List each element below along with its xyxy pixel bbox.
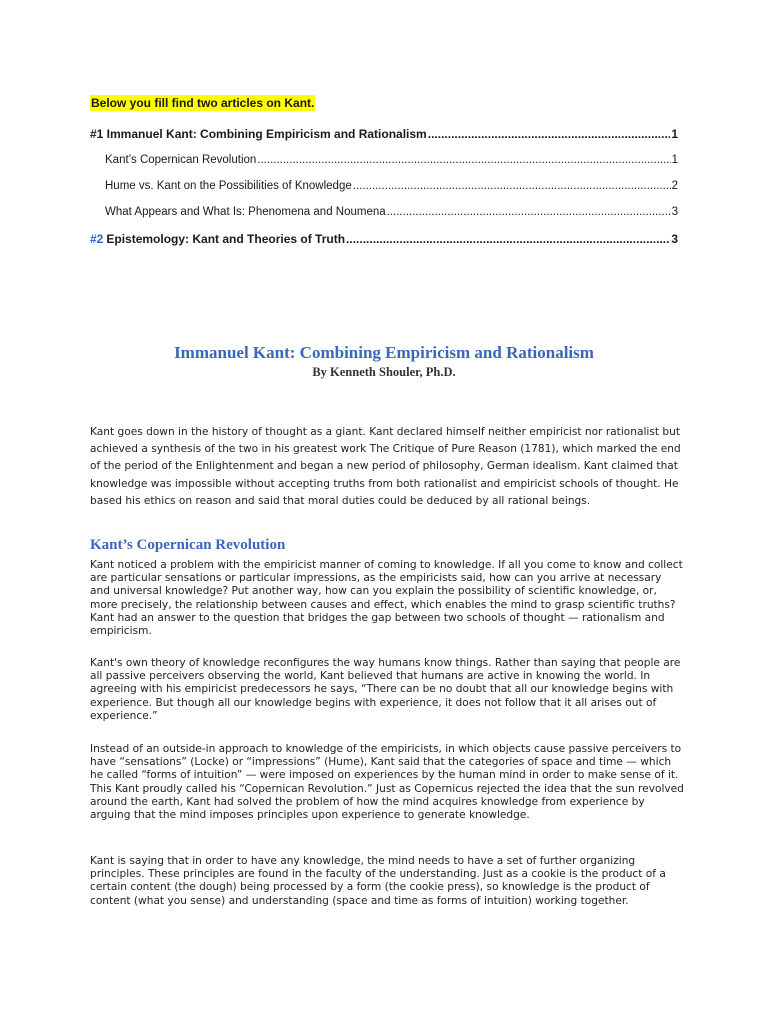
toc-page-number: 2 — [671, 180, 678, 192]
paragraph-intro: Kant goes down in the history of thought as a giant. Kant declared himself neither empiricist nor rationalist but achieved a synthesis of the two in his greatest work The Critique of Pure Reason (1781), which marked the end of the period of the Enlightenment and began a new period of philosophy, German idealism. Kant claimed that knowledge was impossible without accepting truths from both rationalist and empiricist schools of thought. He based his ethics on reason and said that moral duties could be deduced by all rational beings. — [90, 426, 681, 507]
paragraph-copernican: Instead of an outside-in approach to knowledge of the empiricists, in which objects cause passive perceivers to have “sensations” (Locke) or “impressions” (Hume), Kant said that the categories of space and time — which he called “forms of intuition” — were imposed on experiences by the human mind in order to make sense of it. This Kant proudly called his “Copernican Revolution.” Just as Copernicus rejected the idea that the sun revolved around the earth, Kant had solved the problem of how the mind acquires knowledge from experience by arguing that the mind imposes principles upon experience to generate knowledge. — [90, 743, 684, 822]
toc-leader — [428, 127, 671, 142]
intro-highlight: Below you fill find two articles on Kant. — [91, 96, 315, 110]
toc-entry-3[interactable] — [105, 179, 678, 194]
section-heading: Kant’s Copernican Revolution — [90, 537, 286, 553]
toc-leader — [257, 153, 670, 168]
toc-entry-title: Hume vs. Kant on the Possibilities of Knowledge — [105, 180, 352, 192]
toc-entry-title: What Appears and What Is: Phenomena and Noumena — [105, 206, 386, 218]
toc-entry-title: Kant’s Copernican Revolution — [105, 154, 257, 166]
toc-entry-4[interactable] — [105, 205, 678, 220]
toc-leader — [387, 205, 671, 220]
toc-entry-2[interactable] — [105, 153, 678, 168]
toc-page-number: 3 — [671, 232, 678, 246]
toc-entry-title: Epistemology: Kant and Theories of Truth — [106, 232, 346, 246]
toc-leader — [346, 232, 670, 247]
toc-entry-title: #1 Immanuel Kant: Combining Empiricism and Rationalism — [90, 127, 427, 141]
toc-page-number: 3 — [671, 206, 678, 218]
article-author: By Kenneth Shouler, Ph.D. — [312, 365, 456, 379]
paragraph-problem: Kant noticed a problem with the empiricist manner of coming to knowledge. If all you come to know and collect are particular sensations or particular impressions, as the empiricists said, how can you arrive at necessary and universal knowledge? Put another way, how can you explain the possibility of scientific knowledge, or, more precisely, the relationship between causes and effect, which enables the mind to grasp scientific truths? Kant had an answer to the question that bridges the gap between two schools of thought — rationalism and empiricism. — [90, 559, 683, 638]
paragraph-theory: Kant's own theory of knowledge reconfigures the way humans know things. Rather than saying that people are all passive perceivers observing the world, Kant believed that humans are active in knowing the world. In agreeing with his empiricist predecessors he says, “There can be no doubt that all our knowledge begins with experience. But though all our knowledge begins with experience, it does not follow that it all arises out of experience.” — [90, 657, 681, 722]
toc-entry-1[interactable] — [90, 127, 678, 142]
toc-leader — [353, 179, 671, 194]
toc-entry-5[interactable] — [90, 232, 678, 247]
paragraph-organizing: Kant is saying that in order to have any knowledge, the mind needs to have a set of further organizing principles. These principles are found in the faculty of the understanding. Just as a cookie is the product of a certain content (the dough) being processed by a form (the cookie press), so knowledge is the product of content (what you sense) and understanding (space and time as forms of intuition) working together. — [90, 855, 666, 907]
toc-entry-number: #2 — [90, 232, 104, 246]
toc-page-number: 1 — [671, 127, 678, 141]
toc-page-number: 1 — [671, 154, 678, 166]
article-title: Immanuel Kant: Combining Empiricism and Rationalism — [174, 343, 594, 362]
